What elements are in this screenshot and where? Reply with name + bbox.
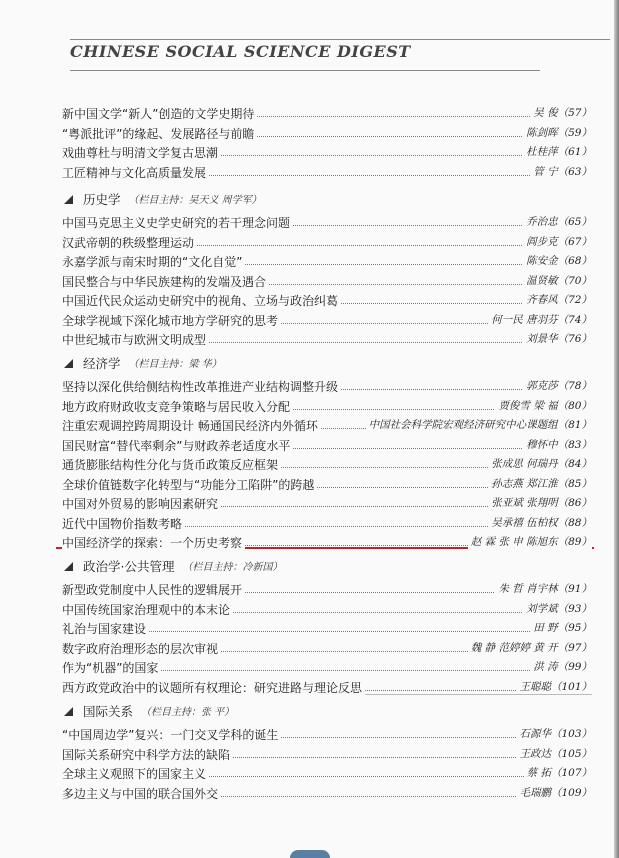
toc-entry-page: 84: [568, 458, 582, 470]
toc-entry-author-page: [488, 312, 592, 327]
page-paren-close: ）: [581, 294, 592, 306]
page-paren-close: ）: [581, 107, 592, 119]
toc-entry-title: 中国近代民众运动史研究中的视角、立场与政治纠葛: [62, 292, 341, 309]
toc-entry[interactable]: [62, 763, 592, 783]
toc-entry-author: 吴承禧 伍柏权: [491, 516, 558, 529]
toc-entry-author-page: [516, 746, 592, 761]
page-paren-open: （: [557, 497, 569, 509]
page-paren-close: ）: [581, 661, 592, 673]
toc-entry-title: 汉武帝朝的秩级整理运动: [62, 234, 197, 251]
page-paren-open: （: [557, 536, 569, 548]
page-paren-close: ）: [581, 235, 592, 248]
toc-entry-author: 齐春风: [526, 294, 558, 306]
toc-entry-page: 67: [568, 235, 582, 248]
page-paren-close: ）: [581, 438, 592, 451]
toc-entry-title: 国民整合与中华民族建构的发端及遇合: [62, 273, 269, 290]
section-title: 政治学·公共管理: [82, 559, 175, 574]
toc-entry-page: 109: [561, 786, 582, 799]
toc-entry-page: 61: [568, 146, 582, 158]
page-paren-close: ）: [581, 146, 592, 158]
toc-section-economics: [62, 354, 592, 552]
toc-entry-page: 83: [568, 438, 582, 451]
toc-entry-title: 戏曲尊杜与明清文学复古思潮: [62, 144, 221, 161]
toc-entry-author: 魏 静 范婷婷 黄 开: [470, 641, 558, 654]
page-paren-open: （: [550, 747, 562, 760]
toc-section-international-relations: [62, 702, 592, 802]
page-paren-close: ）: [581, 622, 592, 634]
page-paren-close: ）: [581, 497, 592, 509]
toc-entry-author-page: [523, 378, 592, 393]
toc-entry-author-page: [468, 534, 592, 549]
toc-entry-page: 68: [568, 255, 582, 267]
toc-entry-page: 88: [568, 516, 582, 529]
page-paren-open: （: [557, 602, 569, 615]
page-paren-open: （: [557, 380, 569, 392]
page-paren-open: （: [557, 294, 569, 306]
toc-entry-title: 新型政党制度中人民性的逻辑展开: [62, 581, 245, 598]
toc-entry-author: 刘学斌: [526, 602, 558, 615]
toc-entry-author-page: [516, 785, 592, 800]
toc-entry[interactable]: [62, 396, 592, 416]
page-paren-open: （: [557, 661, 569, 673]
toc-entry-author: 乔治忠: [526, 216, 558, 228]
toc-entry-author-page: [468, 640, 592, 655]
toc-entry-author: 毛瑞鹏: [519, 786, 551, 799]
toc-entry-page: 85: [568, 477, 582, 490]
toc-entry[interactable]: [62, 103, 592, 123]
toc-entry-author-page: [488, 515, 592, 530]
toc-entry-title: 中国马克思主义史学史研究的若干理念问题: [62, 214, 293, 231]
toc-entry-title: 全球价值链数字化转型与“功能分工陷阱”的跨越: [62, 476, 317, 493]
toc-entry-author: 赵 霖 张 申 陈旭东: [470, 536, 558, 548]
toc-entry-author: 王聪聪: [519, 680, 551, 693]
section-triangle-icon: [64, 195, 73, 204]
toc-entry-author-page: [516, 679, 592, 694]
page-paren-close: ）: [581, 747, 592, 760]
page-paren-open: （: [557, 477, 569, 490]
toc-entry[interactable]: [62, 123, 592, 143]
toc-entry-page: 63: [568, 165, 582, 178]
toc-entry-title: 坚持以深化供给侧结构性改革推进产业结构调整升级: [62, 378, 341, 395]
section-triangle-icon: [64, 707, 73, 716]
page-scan-edge: [614, 0, 619, 858]
toc-entry-author-page: [488, 476, 592, 491]
page-paren-close: ）: [581, 536, 592, 548]
section-editor: （栏目主持：梁 华）: [128, 358, 222, 370]
page-paren-open: （: [557, 516, 569, 529]
toc-entry-title: 工匠精神与文化高质量发展: [62, 164, 209, 181]
toc-entry-page: 57: [568, 107, 582, 119]
toc-entry-title: 全球主义观照下的国家主义: [62, 765, 209, 782]
section-heading: [62, 702, 592, 724]
toc-entry-title: 全球学视域下深化城市地方学研究的思考: [62, 312, 281, 329]
toc-entry-author: 郭克莎: [526, 380, 558, 392]
page-paren-open: （: [557, 165, 569, 178]
toc-entry-page: 72: [568, 294, 582, 306]
toc-entry-page: 93: [568, 602, 582, 615]
toc-entry[interactable]: [62, 290, 592, 310]
toc-entry-author: 管 宁: [533, 165, 558, 178]
title-underline: [70, 70, 540, 71]
toc-entry-page: 78: [568, 380, 582, 392]
toc-entry-author-page: [488, 456, 592, 471]
page-paren-close: ）: [581, 419, 592, 431]
toc-entry-title: 中国对外贸易的影响因素研究: [62, 495, 221, 512]
section-editor: （栏目主持：张 平）: [140, 706, 235, 718]
toc-entry-author-page: [523, 125, 592, 140]
section-heading: [62, 190, 592, 212]
toc-entry-title: 地方政府财政收支竞争策略与居民收入分配: [62, 398, 293, 415]
toc-entry[interactable]: [62, 232, 592, 252]
toc-entry[interactable]: [62, 783, 592, 803]
toc-entry-author-page: [523, 214, 592, 229]
toc-entry[interactable]: [62, 493, 592, 513]
toc-entry-author-page: [523, 273, 592, 288]
page-paren-open: （: [557, 146, 569, 158]
page-paren-close: ）: [581, 399, 592, 412]
toc-entry-author: 贾俊雪 梁 福: [498, 399, 558, 412]
toc-entry[interactable]: [62, 212, 592, 232]
toc-entry-author-page: [366, 417, 592, 432]
toc-entry[interactable]: [62, 724, 592, 744]
page-paren-open: （: [557, 235, 569, 248]
toc-entry-author: 吴 俊: [533, 107, 558, 119]
page-paren-close: ）: [581, 274, 592, 287]
page-paren-close: ）: [581, 333, 592, 345]
page-paren-close: ）: [581, 728, 592, 740]
toc-entry-author: 蔡 拓: [526, 767, 551, 779]
toc-entry-page: 95: [568, 622, 582, 634]
toc-entry-author: 田 野: [533, 622, 558, 634]
toc-entry-title: 近代中国物价指数考略: [62, 515, 185, 532]
toc-entry-author-page: [530, 105, 592, 120]
page-paren-open: （: [557, 126, 569, 139]
toc-entry[interactable]: [62, 579, 592, 599]
toc-entry-author-page: [516, 726, 592, 741]
page-paren-close: ）: [581, 216, 592, 228]
toc-entry[interactable]: [62, 329, 592, 349]
toc-entry-author-page: [495, 581, 592, 596]
toc-entry[interactable]: [62, 271, 592, 291]
page-paren-open: （: [557, 216, 569, 228]
toc-entry-title: 国民财富“替代率剩余”与财政养老适度水平: [62, 437, 293, 454]
toc-entry[interactable]: [62, 474, 592, 494]
toc-entry-author-page: [523, 601, 592, 616]
toc-entry-author-page: [488, 495, 592, 510]
page-paren-close: ）: [581, 767, 592, 779]
page-paren-open: （: [557, 255, 569, 267]
toc-entry-page: 105: [561, 747, 582, 760]
toc-entry-page: 76: [568, 333, 582, 345]
page-paren-open: （: [550, 680, 562, 693]
toc-entry-page: 80: [568, 399, 582, 412]
toc-entry-author-page: [523, 292, 592, 307]
toc-entry[interactable]: [62, 376, 592, 396]
toc-entry-page: 59: [568, 126, 582, 139]
page-paren-open: （: [557, 583, 569, 595]
page-paren-open: （: [557, 107, 569, 119]
toc-entry-title: “粤派批评”的缘起、发展路径与前瞻: [62, 125, 257, 142]
journal-title: CHINESE SOCIAL SCIENCE DIGEST: [70, 42, 411, 61]
toc-section-history: [62, 190, 592, 349]
page-paren-close: ）: [581, 380, 592, 392]
toc-entry-title: 多边主义与中国的联合国外交: [62, 785, 221, 802]
section-heading: [62, 557, 592, 579]
toc-entry-title: 礼治与国家建设: [62, 620, 149, 637]
toc-entry-author: 朱 哲 肖宇林: [498, 583, 558, 595]
toc-entry-author-page: [523, 234, 592, 249]
toc-entry[interactable]: [62, 744, 592, 764]
toc-entry-author: 温贤敏: [526, 274, 558, 287]
page-paren-close: ）: [581, 516, 592, 529]
toc-entry-author: 张成思 何瑞丹: [491, 458, 558, 470]
toc-entry-page: 65: [568, 216, 582, 228]
toc-entry-author: 石源华: [519, 728, 551, 740]
toc-entry[interactable]: [62, 310, 592, 330]
page-paren-close: ）: [581, 313, 592, 326]
toc-entry-author: 陈剑晖: [526, 126, 558, 139]
toc-entry[interactable]: [62, 415, 592, 435]
toc-entry-author-page: [495, 398, 592, 413]
toc-entry[interactable]: [62, 454, 592, 474]
toc-entry-page: 81: [568, 419, 582, 431]
toc-entry[interactable]: [62, 435, 592, 455]
toc-entry-author: 王政达: [519, 747, 551, 760]
toc-entry-author-page: [523, 437, 592, 452]
page-paren-open: （: [557, 333, 569, 345]
section-editor: （栏目主持：冷新国）: [182, 561, 283, 573]
toc-entry[interactable]: [62, 657, 592, 677]
toc-entry-title: 永嘉学派与南宋时期的“文化自觉”: [62, 253, 245, 270]
toc-entry[interactable]: [62, 638, 592, 658]
toc-entry-author-page: [524, 765, 592, 780]
page-paren-open: （: [557, 458, 569, 470]
page-paren-open: （: [557, 622, 569, 634]
top-border-rule: [70, 39, 610, 40]
toc-entry-author-page: [530, 659, 592, 674]
toc-entry-title: 注重宏观调控跨周期设计 畅通国民经济内外循环: [62, 417, 321, 434]
page-paren-close: ）: [581, 680, 592, 693]
toc-entry-author-page: [523, 144, 592, 159]
page-paren-close: ）: [581, 126, 592, 139]
toc-entry-author: 阎步克: [526, 235, 558, 248]
toc-entry-page: 86: [568, 497, 582, 509]
toc-entry-page: 91: [568, 583, 582, 595]
toc-entry-title: 西方政党政治中的议题所有权理论：研究进路与理论反思: [62, 679, 365, 696]
toc-entry-author: 中国社会科学院宏观经济研究中心课题组: [368, 419, 558, 431]
toc-entry-title: 中国经济学的探索：一个历史考察: [62, 534, 245, 551]
page-paren-close: ）: [581, 477, 592, 490]
toc-entry-page: 97: [568, 641, 582, 654]
section-triangle-icon: [64, 359, 73, 368]
page-paren-close: ）: [581, 255, 592, 267]
toc-entry-author: 穆怀中: [526, 438, 558, 451]
page-paren-open: （: [550, 728, 562, 740]
toc-section-politics: [62, 557, 592, 696]
page-paren-open: （: [557, 399, 569, 412]
page-paren-open: （: [550, 767, 562, 779]
toc-entry-author: 刘景华: [526, 333, 558, 345]
toc-entry-page: 107: [561, 767, 582, 779]
toc-entry-author: 孙志燕 郑江淮: [491, 477, 558, 490]
toc-entry-title: 数字政府治理形态的层次审视: [62, 640, 221, 657]
toc-entry-title: 通货膨胀结构性分化与货币政策反应框架: [62, 456, 281, 473]
toc-entry-author-page: [523, 253, 592, 268]
toc-entry[interactable]: [62, 251, 592, 271]
bottom-page-tab: [290, 850, 330, 858]
section-editor: （栏目主持：吴天义 周学军）: [128, 194, 262, 206]
toc-entry-title: 中国传统国家治理观中的本末论: [62, 601, 233, 618]
page-paren-close: ）: [581, 602, 592, 615]
toc-entry-author-page: [530, 164, 592, 179]
page-paren-close: ）: [581, 641, 592, 654]
toc-entry-title: “中国周边学”复兴：一门交叉学科的诞生: [62, 726, 281, 743]
toc-entry-author: 何一民 唐羽芬: [491, 313, 558, 326]
page-paren-close: ）: [581, 458, 592, 470]
page-paren-open: （: [550, 786, 562, 799]
section-heading: [62, 354, 592, 376]
page-paren-close: ）: [581, 165, 592, 178]
toc-entry[interactable]: [62, 142, 592, 162]
section-triangle-icon: [64, 562, 73, 571]
toc-entry-page: 70: [568, 274, 582, 287]
page-paren-open: （: [557, 313, 569, 326]
toc-entry-title: 中世纪城市与欧洲文明成型: [62, 331, 209, 348]
page-paren-open: （: [557, 641, 569, 654]
section-title: 国际关系: [82, 704, 133, 719]
toc-entry-page: 89: [568, 536, 582, 548]
section-title: 历史学: [82, 192, 121, 207]
toc-entry[interactable]: [62, 618, 592, 638]
toc-section-literature: [62, 103, 592, 181]
toc-entry-page: 99: [568, 661, 582, 673]
toc-entry[interactable]: [62, 162, 592, 182]
toc-entry-author: 洪 涛: [533, 661, 558, 673]
toc-entry-page: 103: [561, 728, 582, 740]
toc-entry-author: 张亚斌 张翔明: [491, 497, 558, 509]
toc-entry[interactable]: [62, 599, 592, 619]
toc-entry-author-page: [530, 620, 592, 635]
toc-entry-author: 杜桂萍: [526, 146, 558, 158]
toc-entry-title: 作为“机器”的国家: [62, 659, 161, 676]
page-paren-close: ）: [581, 786, 592, 799]
toc-entry-title: 国际关系研究中科学方法的缺陷: [62, 746, 233, 763]
toc-entry-title: 新中国文学“新人”创造的文学史期待: [62, 105, 257, 122]
page-paren-close: ）: [581, 583, 592, 595]
toc-entry-page: 101: [561, 680, 582, 693]
page-paren-open: （: [557, 274, 569, 287]
toc-entry-page: 74: [568, 313, 582, 326]
toc-entry[interactable]: [62, 513, 592, 533]
page-paren-open: （: [557, 419, 569, 431]
toc-entry-author-page: [523, 331, 592, 346]
section-title: 经济学: [82, 356, 121, 371]
toc-entry-author: 陈安金: [526, 255, 558, 267]
page-paren-open: （: [557, 438, 569, 451]
